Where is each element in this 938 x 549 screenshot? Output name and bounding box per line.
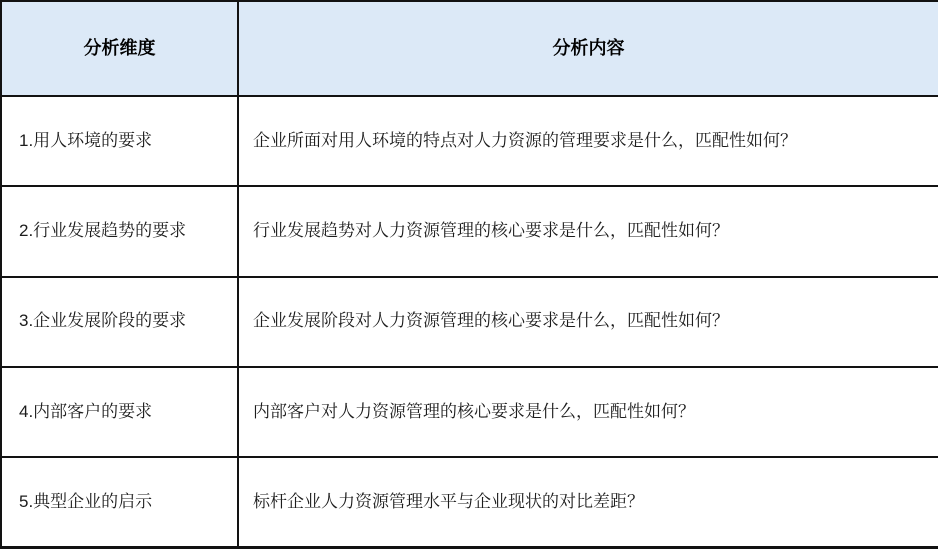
table-row [1,186,938,276]
table-row [1,277,938,367]
row4-content-cell: 内部客户对人力资源管理的核心要求是什么，匹配性如何？ [238,367,938,457]
table-row [1,96,938,186]
row4-dimension-cell: 4.内部客户的要求 [1,367,238,457]
table-header-row [1,1,938,96]
row5-dimension-cell: 5.典型企业的启示 [1,457,238,547]
row3-content-cell: 企业发展阶段对人力资源管理的核心要求是什么，匹配性如何？ [238,277,938,367]
table-row [1,457,938,547]
row2-content-cell: 行业发展趋势对人力资源管理的核心要求是什么，匹配性如何？ [238,186,938,276]
row1-dimension-cell: 1.用人环境的要求 [1,96,238,186]
header-cell-content: 分析内容 [238,1,938,96]
row5-content-cell: 标杆企业人力资源管理水平与企业现状的对比差距？ [238,457,938,547]
row3-dimension-cell: 3.企业发展阶段的要求 [1,277,238,367]
row2-dimension-cell: 2.行业发展趋势的要求 [1,186,238,276]
header-cell-dimension: 分析维度 [1,1,238,96]
row1-content-cell: 企业所面对用人环境的特点对人力资源的管理要求是什么，匹配性如何？ [238,96,938,186]
table-row [1,367,938,457]
